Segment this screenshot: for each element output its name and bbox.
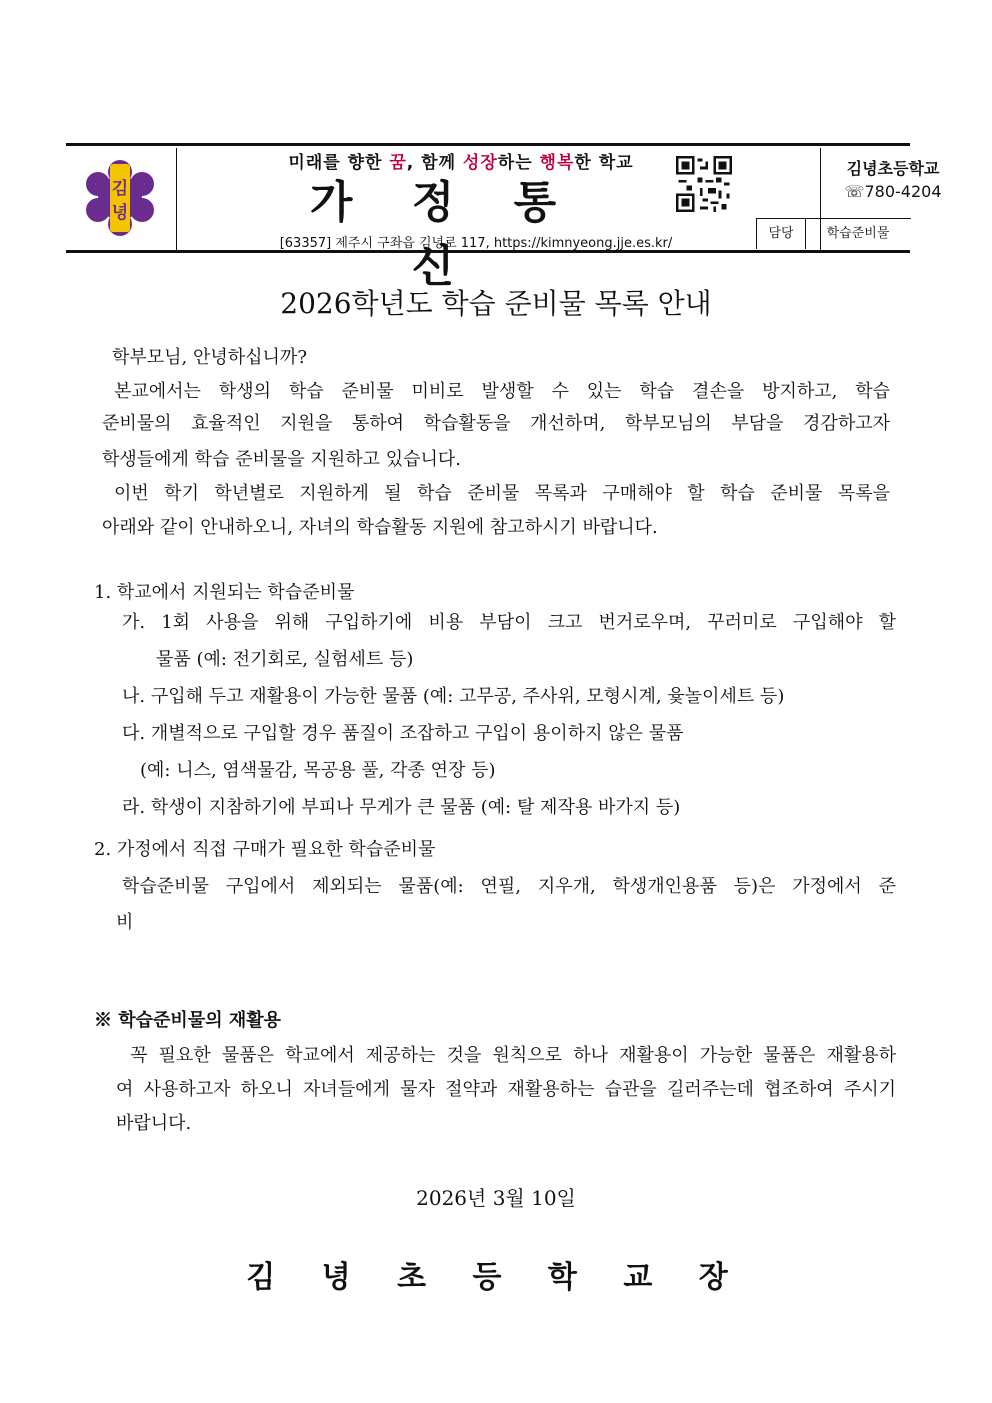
intro2-line-1: 이번 학기 학년별로 지원하게 될 학습 준비물 목록과 구매해야 할 학습 준비물 목록을 xyxy=(114,483,890,504)
principal-signature: 김 녕 초 등 학 교 장 xyxy=(246,1260,746,1295)
section1-item-ga-line2: 물품 (예: 전기회로, 실험세트 등) xyxy=(156,649,414,670)
qr-code-icon[interactable] xyxy=(676,156,732,212)
header-center-cell xyxy=(176,148,821,292)
newsletter-title: 가 정 통 신 xyxy=(309,177,579,292)
section1-item-da-line2: (예: 니스, 염색물감, 목공용 풀, 각종 연장 등) xyxy=(140,760,496,781)
school-address: [63357] 제주시 구좌읍 김녕로 117, https://kimnyeong.jje.es.kr/ xyxy=(279,236,673,251)
intro-line-1: 본교에서는 학생의 학습 준비물 미비로 발생할 수 있는 학습 결손을 방지하고, 학습 xyxy=(114,381,890,402)
document-title: 2026학년도 학습 준비물 목록 안내 xyxy=(280,287,712,320)
note-body-line1: 꼭 필요한 물품은 학교에서 제공하는 것을 원칙으로 하나 재활용이 가능한 물품은 재활용하 xyxy=(130,1045,896,1066)
header-top-rule xyxy=(66,143,910,146)
note-body-line2: 여 사용하고자 하오니 자녀들에게 물자 절약과 재활용하는 습관을 길러주는데 협조하여 주시기 xyxy=(116,1079,896,1100)
manager-tag-value: 학습준비물 xyxy=(826,226,890,241)
school-name: 김녕초등학교 xyxy=(846,159,940,178)
logo-cell xyxy=(66,148,177,250)
note-heading: ※ 학습준비물의 재활용 xyxy=(94,1010,282,1031)
intro-line-3: 학생들에게 학습 준비물을 지원하고 있습니다. xyxy=(102,449,461,470)
section1-heading: 1. 학교에서 지원되는 학습준비물 xyxy=(94,582,355,603)
svg-text:녕: 녕 xyxy=(111,203,129,223)
intro-line-2: 준비물의 효율적인 지원을 통하여 학습활동을 개선하며, 학부모님의 부담을 경감하고자 xyxy=(102,413,890,434)
note-body-line3: 바랍니다. xyxy=(116,1113,192,1134)
section1-item-ga-line1: 가. 1회 사용을 위해 구입하기에 비용 부담이 크고 번거로우며, 꾸러미로 구입해야 할 xyxy=(122,612,896,633)
newsletter-header xyxy=(66,148,942,292)
school-emblem-logo xyxy=(80,158,160,238)
intro2-line-2: 아래와 같이 안내하오니, 자녀의 학습활동 지원에 참고하시기 바랍니다. xyxy=(102,517,658,538)
school-phone: ☏780-4204 xyxy=(844,182,942,201)
section1-item-da-line1: 다. 개별적으로 구입할 경우 품질이 조잡하고 구입이 용이하지 않은 물품 xyxy=(122,723,684,744)
school-slogan: 미래를 향한 꿈, 함께 성장하는 행복한 학교 xyxy=(288,153,634,173)
section1-item-ra: 라. 학생이 지참하기에 부피나 무게가 큰 물품 (예: 탈 제작용 바가지 등) xyxy=(122,797,681,818)
section2-body-line1: 학습준비물 구입에서 제외되는 물품(예: 연필, 지우개, 학생개인용품 등)은 가정에서 준 xyxy=(122,876,896,897)
manager-tag xyxy=(756,218,911,249)
greeting: 학부모님, 안녕하십니까? xyxy=(112,347,307,368)
section2-body-line2: 비 xyxy=(116,912,134,933)
section2-heading: 2. 가정에서 직접 구매가 필요한 학습준비물 xyxy=(94,839,436,860)
manager-tag-label: 담당 xyxy=(757,219,806,249)
section1-item-na: 나. 구입해 두고 재활용이 가능한 물품 (예: 고무공, 주사위, 모형시계, 윷놀이세트 등) xyxy=(122,686,785,707)
svg-text:김: 김 xyxy=(111,179,129,199)
document-date: 2026년 3월 10일 xyxy=(416,1186,576,1210)
